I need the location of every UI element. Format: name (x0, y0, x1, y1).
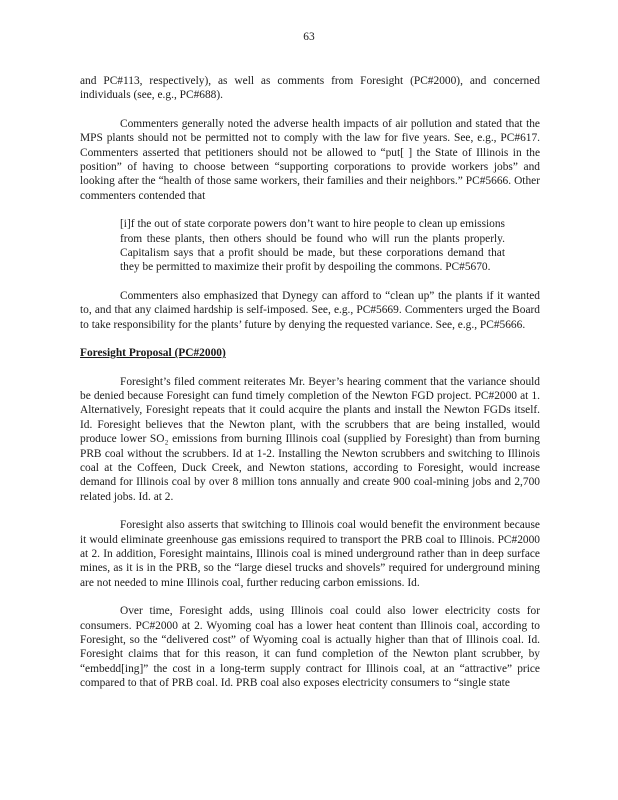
paragraph-health-impacts: Commenters generally noted the adverse health impacts of air pollution and stated that the MPS plants should not be permitted not to comply with the law for five years. See, e.g., PC#617. Commenters asserted that petitioners should not be allowed to “put[ ] the State of Illinois in the position” of having to choose between “supporting corporations to provide workers jobs” and looking after the “health of those same workers, their families and their neighbors.” PC#5666. Other commenters contended that (80, 117, 540, 202)
section-heading: Foresight Proposal (PC#2000) (80, 347, 226, 360)
block-quote: [i]f the out of state corporate powers don’t want to hire people to clean up emissions from these plants, then others should be found who will run the plants properly. Capitalism says that a profit should be made, but these corporations demand that they be permitted to maximize their profit by despoiling the commons. PC#5670. (120, 218, 505, 274)
document-body (80, 74, 540, 691)
paragraph-foresight-comment: Foresight’s filed comment reiterates Mr. Beyer’s hearing comment that the variance should be denied because Foresight can fund timely completion of the Newton FGD project. PC#2000 at 1. Alternatively, Foresight repeats that it could acquire the plants and install the Newton FGDs itself. Id. Foresight believes that the Newton plant, with the scrubbers that are being installed, would produce lower SO₂ emissions from burning Illinois coal (supplied by Foresight) than from burning PRB coal without the scrubbers. Id at 1-2. Installing the Newton scrubbers and switching to Illinois coal at the Coffeen, Duck Creek, and Newton stations, according to Foresight, would increase demand for Illinois coal by over 8 million tons annually and create 900 coal-mining jobs and 2,700 related jobs. Id. at 2. (80, 375, 540, 503)
paragraph-dynegy: Commenters also emphasized that Dynegy can afford to “clean up” the plants if it wanted to, and that any claimed hardship is self-imposed. See, e.g., PC#5669. Commenters urged the Board to take responsibility for the plants’ future by denying the requested variance. See, e.g., PC#5666. (80, 289, 540, 331)
page-number: 63 (303, 31, 315, 43)
paragraph-continuation: and PC#113, respectively), as well as comments from Foresight (PC#2000), and concerned individuals (see, e.g., PC#688). (80, 75, 540, 102)
paragraph-costs: Over time, Foresight adds, using Illinois coal could also lower electricity costs for consumers. PC#2000 at 2. Wyoming coal has a lower heat content than Illinois coal, according to Foresight, so the “delivered cost” of Wyoming coal is actually higher than that of Illinois coal. Id. Foresight claims that for this reason, it can fund completion of the Newton plant scrubber, by “embedd[ing]” the cost in a long-term supply contract for Illinois coal, at an “attractive” price compared to that of PRB coal. Id. PRB coal also exposes electricity consumers to “single state (80, 605, 540, 690)
paragraph-environment: Foresight also asserts that switching to Illinois coal would benefit the environment because it would eliminate greenhouse gas emissions required to transport the PRB coal to Illinois. PC#2000 at 2. In addition, Foresight maintains, Illinois coal is mined underground rather than in deep surface mines, as it is in the PRB, so the “large diesel trucks and shovels” required for underground mining are not needed to mine Illinois coal, further reducing carbon emissions. Id. (80, 519, 540, 589)
